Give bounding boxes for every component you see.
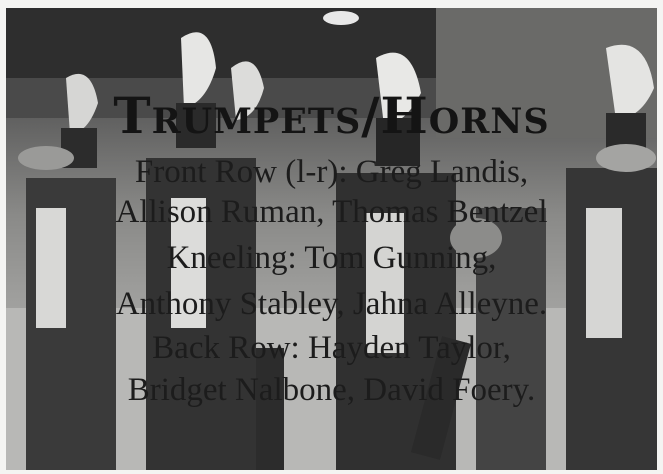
caption-line: Anthony Stabley, Jahna Alleyne. (115, 286, 548, 322)
section-heading: Trumpets/Horns (113, 86, 550, 145)
caption-line: Front Row (l-r): Greg Landis, (134, 154, 529, 190)
caption-line: Back Row: Hayden Taylor, (152, 330, 511, 366)
caption-line: Kneeling: Tom Gunning, (166, 240, 497, 276)
caption-line: Bridget Nalbone, David Foery. (127, 372, 536, 408)
caption-line: Allison Ruman, Thomas Bentzel (115, 194, 548, 230)
